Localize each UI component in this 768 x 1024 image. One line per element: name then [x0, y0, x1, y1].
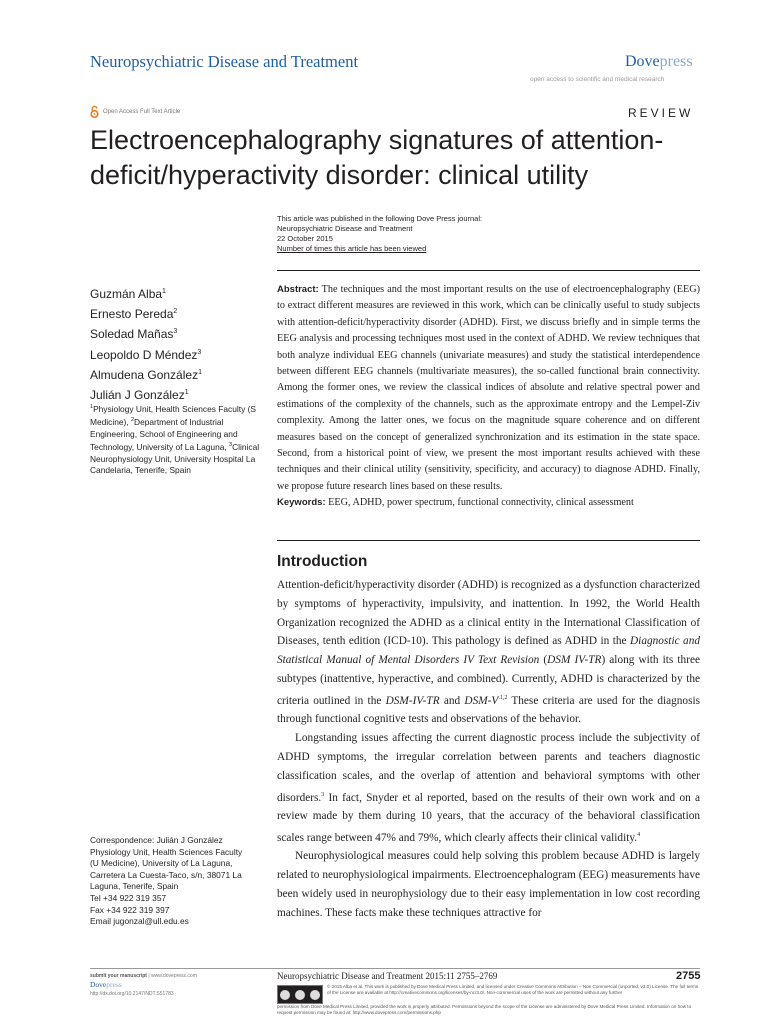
citation-marker: .1,2: [498, 694, 508, 701]
publication-note: This article was published in the following Dove Press journal:: [277, 214, 483, 223]
correspondence-line: (U Medicine), University of La Laguna,: [90, 858, 233, 869]
abstract-label: Abstract:: [277, 284, 319, 295]
doi-link[interactable]: http://dx.doi.org/10.2147/NDT.S51783: [90, 991, 174, 997]
divider: [277, 540, 700, 541]
text-run: In fact, Snyder et al reported, based on the results of their own work and on a review made by them during 10 years, that the accuracy of the behavioral classification scales range between 47% and 79%, which clearly affects their clinical validity.: [277, 791, 700, 844]
affiliation-marker: 3: [229, 442, 233, 449]
keywords: [277, 495, 700, 511]
section-body: [277, 576, 700, 923]
author-affiliation-marker: 1: [198, 368, 202, 376]
paragraph: [277, 576, 700, 729]
keywords-label: Keywords:: [277, 497, 326, 509]
correspondence-line: Carretera La Cuesta-Taco, s/n, 38071 La: [90, 869, 242, 880]
publisher-tagline: open access to scientific and medical research: [530, 76, 665, 83]
author-name-text: Soledad Mañas: [90, 327, 174, 342]
author-name-text: Almudena González: [90, 367, 199, 382]
abstract: [277, 282, 700, 512]
affiliation-text: Department of Industrial Engineering, School of Engineering and Technology, University of La Laguna,: [90, 417, 238, 453]
cc-circle-icon: [280, 990, 290, 1000]
logo-press-text: press: [106, 980, 122, 989]
by-circle-icon: [295, 990, 305, 1000]
correspondence-tel: Tel +34 922 319 357: [90, 892, 167, 903]
divider: [277, 270, 700, 271]
text-run: ) along with its three subtypes (inattentive, hyperactive, and combined). Currently, ADHD is characterized by the criteria outlined in the: [277, 654, 700, 707]
correspondence-fax: Fax +34 922 319 397: [90, 904, 170, 915]
author-name-text: Julián J González: [90, 388, 185, 403]
author-name: [90, 344, 202, 364]
text-run-italic: Diagnostic and Statistical Manual of Mental Disorders IV Text Revision: [277, 635, 700, 667]
author-affiliation-marker: 1: [162, 288, 166, 295]
open-access-badge: [90, 105, 180, 118]
author-affiliation-marker: 2: [173, 308, 178, 316]
text-run: and: [439, 694, 465, 707]
paragraph: [277, 729, 700, 847]
text-run-italic: DSM IV-TR: [547, 654, 602, 667]
text-run: Longstanding issues affecting the current diagnostic process include the subjectivity of ADHD symptoms, the irregular correlation between parents and teachers diagnostic classification scales, and the overlap of attention and behavioral symptoms with other disorders.: [277, 732, 700, 804]
correspondence-line: Correspondence: Julián J González: [90, 835, 223, 845]
author-name: [90, 364, 202, 384]
logo-press-text: press: [659, 53, 693, 70]
publication-journal: Neuropsychiatric Disease and Treatment: [277, 224, 413, 233]
correspondence-email[interactable]: Email jugonzal@ull.edu.es: [90, 916, 189, 927]
logo-dove-text: Dove: [90, 980, 107, 989]
affiliation-text: Physiology Unit, Health Sciences Faculty (S Medicine),: [90, 403, 256, 428]
author-name: [90, 303, 202, 323]
section-heading: Introduction: [277, 553, 368, 570]
submit-manuscript-link[interactable]: submit your manuscript: [90, 973, 147, 979]
affiliation-marker: 2: [130, 417, 135, 424]
correspondence-line: Laguna, Tenerife, Spain: [90, 881, 179, 892]
dovepress-logo[interactable]: [625, 53, 693, 71]
open-access-lock-icon: [90, 105, 99, 118]
author-affiliation-marker: 3: [173, 328, 178, 336]
abstract-paragraph: [277, 282, 700, 495]
article-title: Electroencephalography signatures of attention-deficit/hyperactivity disorder: clinical utility: [90, 125, 664, 190]
footer-citation: Neuropsychiatric Disease and Treatment 2015:11 2755–2769: [277, 971, 498, 981]
correspondence: [90, 835, 270, 928]
footer-left: submit your manuscript | www.dovepress.com Dovepress http://dx.doi.org/10.2147/NDT.S51783: [90, 973, 197, 997]
author-name-text: Leopoldo D Méndez: [90, 347, 198, 362]
open-access-label: Open Access Full Text Article: [103, 108, 181, 115]
citation-marker: 4: [637, 831, 641, 838]
affiliations: [90, 402, 270, 477]
citation-marker: 3: [321, 791, 325, 798]
publication-info: [277, 214, 482, 254]
affiliation-marker: 1: [90, 404, 94, 410]
creative-commons-icon[interactable]: [277, 985, 323, 1004]
submit-url[interactable]: www.dovepress.com: [151, 973, 197, 979]
text-run-italic: DSM-V: [464, 694, 499, 707]
text-run-italic: DSM-IV-TR: [385, 694, 440, 707]
page-number: 2755: [676, 970, 701, 982]
author-affiliation-marker: 1: [184, 389, 189, 397]
views-link[interactable]: Number of times this article has been viewed: [277, 244, 427, 253]
text-run: These criteria are used for the diagnosis through functional cognitive tests and observations of the behavior.: [277, 694, 700, 726]
author-name: [90, 283, 202, 303]
nc-circle-icon: [310, 990, 320, 1000]
footer-dovepress-logo[interactable]: [90, 980, 197, 990]
author-affiliation-marker: 3: [197, 348, 202, 356]
license-text: © 2015 Alba et al. This work is published by Dove Medical Press Limited, and licensed under Creative Commons Attribution – Non Commercial (unported, v3.0) License. The full terms of the License are available at http://creativecommons.org/licenses/by-nc/3.0/. Non-commercial uses of the work are permitted without any further: [327, 984, 699, 996]
author-name-text: Guzmán Alba: [90, 287, 163, 301]
text-run: Attention-deficit/hyperactivity disorder (ADHD) is recognized as a dysfunction characterized by symptoms of hyperactivity, impulsivity, and inattention. In 1992, the World Health Organization recognized the ADHD as a clinical entity in the International Classification of Diseases, tenth edition (ICD-10). This pathology is defined as ADHD in the: [277, 579, 700, 648]
text-run: (: [539, 654, 548, 667]
abstract-text: The techniques and the most important results on the use of electroencephalography (EEG) to extract different measures are reviewed in this work, which can be clinically useful to study subjects with attention-deficit/hyperactivity disorder (ADHD). First, we discuss briefly and in simple terms the EEG analysis and processing techniques most used in the context of ADHD. We review techniques that both analyze individual EEG channels (univariate measures) and study the statistical interdependence between different EEG channels (multivariate measures), the so-called functional brain connectivity. Among the former ones, we review the classical indices of absolute and relative spectral power and estimations of the complexity of the channels, such as the approximate entropy and the Lempel-Ziv complexity. Among the latter ones, we focus on the magnitude square coherence and on different measures based on the concept of generalized synchronization and its estimation in the state space. Second, from a historical point of view, we present the most important results achieved with these techniques and their clinical utility (sensitivity, specificity, and accuracy) to diagnose ADHD. Finally, we propose future research lines based on these results.: [277, 284, 700, 492]
article-type: REVIEW: [628, 106, 694, 120]
correspondence-line: Physiology Unit, Health Sciences Faculty: [90, 846, 243, 857]
publication-date: 22 October 2015: [277, 234, 333, 243]
keywords-text: EEG, ADHD, power spectrum, functional connectivity, clinical assessment: [328, 497, 634, 509]
paragraph: Neurophysiological measures could help solving this problem because ADHD is largely related to neurophysiological impairments. Electroencephalogram (EEG) measurements have been widely used in neurophysiology due to their easy implementation in low cost recording machines. These facts make these techniques attractive for: [277, 850, 700, 919]
footer-divider: [90, 968, 700, 969]
affiliation-text: Clinical Neurophysiology Unit, University Hospital La Candelaria, Tenerife, Spain: [90, 442, 260, 476]
author-list: [90, 283, 202, 404]
author-name-text: Ernesto Pereda: [90, 307, 174, 322]
author-name: [90, 323, 202, 343]
journal-name: Neuropsychiatric Disease and Treatment: [90, 52, 359, 71]
license-text: permission from Dove Medical Press Limited, provided the work is properly attributed. Permissions beyond the scope of the License are administered by Dove Medical Press Limited. Information on how to request permission may be found at: http://www.dovepress.com/permissions.php: [277, 1004, 692, 1016]
logo-dove-text: Dove: [625, 53, 660, 70]
